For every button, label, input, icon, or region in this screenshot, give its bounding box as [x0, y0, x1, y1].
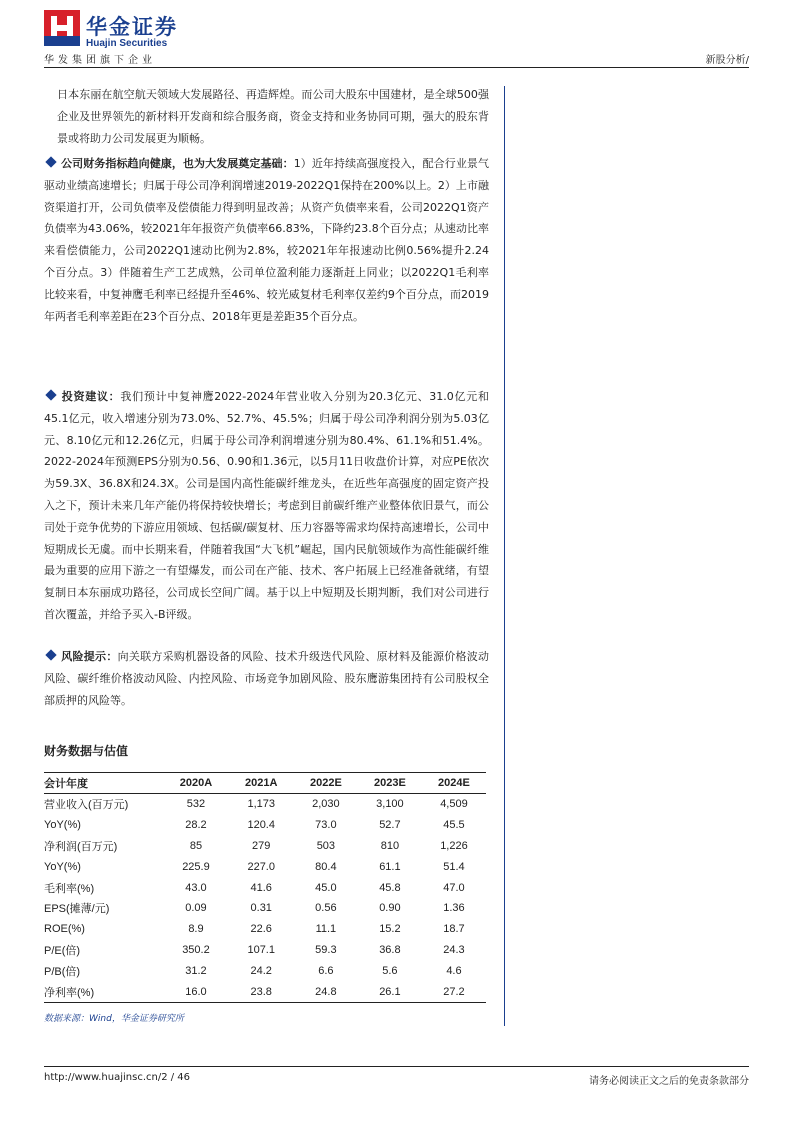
table-cell: 45.8 — [379, 881, 401, 894]
table-header-cell: 2024E — [422, 773, 486, 794]
logo-company-cn: 华金证券 — [86, 15, 178, 39]
table-row-label: 净利率(%) — [44, 981, 163, 1002]
table-cell: 225.9 — [182, 860, 210, 873]
table-cell: 24.8 — [294, 981, 358, 1002]
section-investment-advice — [44, 386, 489, 626]
table-row-label: 毛利率(%) — [44, 882, 95, 895]
table-row — [44, 794, 486, 815]
table-row — [44, 940, 486, 961]
section-lead: 风险提示： — [61, 650, 118, 663]
table-cell: 227.0 — [247, 860, 275, 873]
table-cell: 15.2 — [379, 923, 401, 936]
financials-table-body — [44, 794, 486, 1003]
table-cell: 43.0 — [185, 881, 207, 894]
table-cell: 8.9 — [188, 923, 204, 936]
table-cell: 0.56 — [315, 902, 337, 915]
table-row-label: EPS(摊薄/元) — [44, 903, 110, 916]
section-financial-health — [44, 153, 489, 327]
footer-disclaimer: 请务必阅读正文之后的免责条款部分 — [589, 1076, 749, 1087]
table-row — [44, 815, 486, 836]
data-source-note: 数据来源：Wind，华金证券研究所 — [44, 1014, 184, 1024]
report-type: 新股分析/ — [705, 55, 749, 66]
diamond-bullet-icon — [45, 649, 56, 660]
section-text: 1）近年持续高强度投入，配合行业景气驱动业绩高速增长；归属于母公司净利润增速2019-2022Q1保持在200%以上。2）上市融资渠道打开，公司负债率及偿债能力得到明显改善；从资产负债率来看，公司2022Q1资产负债率为43.06%，较2021年年报资产负债率66.83%，下降约23.8个百分点；从速动比率来看偿债能力，公司2022Q1速动比例为2.8%，较2021年年报速动比例0.56%提升2.24个百分点。3）伴随着生产工艺成熟，公司单位盈利能力逐渐赶上同业；以2022Q1毛利率比较来看，中复神鹰毛利率已经提升至46%、较光威复材毛利率仅差约9个百分点，而2019年两者毛利率差距在23个百分点、2018年更是差距35个百分点。 — [44, 157, 490, 323]
table-cell: 45.5 — [443, 819, 465, 832]
table-row — [44, 981, 486, 1002]
table-cell: 51.4 — [443, 860, 465, 873]
table-row-label: ROE(%) — [44, 923, 85, 936]
table-cell: 22.6 — [250, 923, 272, 936]
table-cell: 279 — [252, 839, 271, 852]
header-rule — [44, 67, 749, 68]
table-row-label: P/B(倍) — [44, 965, 81, 978]
table-cell: 11.1 — [315, 923, 337, 936]
section-risk-warning — [44, 646, 489, 711]
logo-company-en: Huajin Securities — [86, 38, 168, 49]
table-cell: 5.6 — [382, 964, 398, 977]
table-cell: 73.0 — [315, 819, 337, 832]
table-cell: 120.4 — [247, 819, 275, 832]
table-header-cell: 2020A — [163, 773, 228, 794]
section-lead: 投资建议： — [61, 390, 121, 403]
table-cell: 350.2 — [182, 943, 210, 956]
table-row — [44, 919, 486, 940]
table-cell: 18.7 — [443, 923, 465, 936]
sidebar-divider — [504, 86, 505, 1026]
table-cell: 6.6 — [318, 964, 334, 977]
table-header-cell: 会计年度 — [44, 773, 163, 794]
table-row-label: YoY(%) — [44, 860, 81, 873]
table-header-cell: 2022E — [294, 773, 358, 794]
table-row — [44, 877, 486, 898]
financials-table — [44, 772, 486, 1003]
table-row-label: P/E(倍) — [44, 944, 81, 957]
table-cell: 2,030 — [312, 798, 340, 811]
table-cell: 107.1 — [247, 943, 275, 956]
table-row — [44, 960, 486, 981]
footer-rule — [44, 1066, 749, 1067]
table-cell: 4.6 — [446, 964, 462, 977]
table-cell: 1,226 — [440, 839, 468, 852]
table-cell: 27.2 — [422, 981, 486, 1002]
table-header-cell: 2021A — [229, 773, 294, 794]
intro-paragraph — [44, 84, 489, 149]
table-row — [44, 856, 486, 877]
table-cell: 0.31 — [250, 902, 272, 915]
table-row — [44, 898, 486, 919]
table-cell: 52.7 — [379, 819, 401, 832]
table-cell: 23.8 — [229, 981, 294, 1002]
table-cell: 36.8 — [379, 943, 401, 956]
table-cell: 0.09 — [185, 902, 207, 915]
table-cell: 532 — [186, 798, 206, 811]
financials-title: 财务数据与估值 — [44, 744, 129, 758]
diamond-bullet-icon — [45, 389, 56, 400]
table-header-cell: 2023E — [358, 773, 422, 794]
table-header-row — [44, 773, 486, 794]
table-cell: 45.0 — [315, 881, 337, 894]
table-cell: 85 — [189, 839, 203, 852]
section-text: 向关联方采购机器设备的风险、技术升级迭代风险、原材料及能源价格波动风险、碳纤维价格波动风险、内控风险、市场竞争加剧风险、股东鹰游集团持有公司股权全部质押的风险等。 — [44, 650, 490, 707]
table-row-label: YoY(%) — [44, 819, 81, 832]
table-row-label: 营业收入(百万元) — [44, 799, 129, 812]
table-row — [44, 836, 486, 857]
table-cell: 1,173 — [247, 798, 275, 811]
group-tagline: 华发集团旗下企业 — [44, 55, 156, 66]
diamond-bullet-icon — [45, 156, 56, 167]
footer-url-page[interactable]: http://www.huajinsc.cn/2 / 46 — [44, 1072, 191, 1083]
table-cell: 31.2 — [185, 964, 207, 977]
table-cell: 24.2 — [250, 964, 272, 977]
table-cell: 41.6 — [250, 881, 272, 894]
table-cell: 4,509 — [440, 798, 468, 811]
huajin-logo-icon — [44, 10, 80, 46]
table-cell: 0.90 — [379, 902, 401, 915]
table-cell: 26.1 — [358, 981, 422, 1002]
section-lead: 公司财务指标趋向健康，也为大发展奠定基础： — [61, 157, 294, 170]
table-cell: 16.0 — [163, 981, 228, 1002]
table-cell: 80.4 — [315, 860, 337, 873]
table-cell: 810 — [380, 839, 400, 852]
table-cell: 61.1 — [379, 860, 401, 873]
section-text: 我们预计中复神鹰2022-2024年营业收入分别为20.3亿元、31.0亿元和45.1亿元，收入增速分别为73.0%、52.7%、45.5%；归属于母公司净利润分别为5.03亿元、8.10亿元和12.26亿元，归属于母公司净利润增速分别为80.4%、61.1%和51.4%。2022-2024年预测EPS分别为0.56、0.90和1.36元，以5月11日收盘价计算，对应PE依次为59.3X、36.8X和24.3X。公司是国内高性能碳纤维龙头，在近些年高强度的固定资产投入之下，预计未来几年产能仍将保持较快增长；考虑到目前碳纤维产业整体依旧景气，而公司处于竞争优势的下游应用领域、包括碳/碳复材、压力容器等需求均保持高速增长，公司中短期成长无虞。而中长期来看，伴随着我国“大飞机”崛起，国内民航领域作为高性能碳纤维最为重要的应用下游之一有望爆发，而公司在产能、技术、客户拓展上已经准备就绪，有望复制日本东丽成功路径，公司成长空间广阔。基于以上中短期及长期判断，我们对公司进行首次覆盖，并给予买入-B评级。 — [44, 390, 489, 621]
table-cell: 3,100 — [376, 798, 404, 811]
table-row-label: 净利润(百万元) — [44, 840, 118, 853]
table-cell: 1.36 — [443, 902, 465, 915]
table-cell: 503 — [316, 839, 336, 852]
table-cell: 24.3 — [443, 943, 465, 956]
table-cell: 59.3 — [315, 943, 337, 956]
table-cell: 28.2 — [185, 819, 207, 832]
table-cell: 47.0 — [443, 881, 465, 894]
intro-text: 日本东丽在航空航天领域大发展路径、再造辉煌。而公司大股东中国建材，是全球500强企业及世界领先的新材料开发商和综合服务商，资金支持和业务协同可期，强大的股东背景或将助力公司发展更为顺畅。 — [57, 88, 489, 145]
